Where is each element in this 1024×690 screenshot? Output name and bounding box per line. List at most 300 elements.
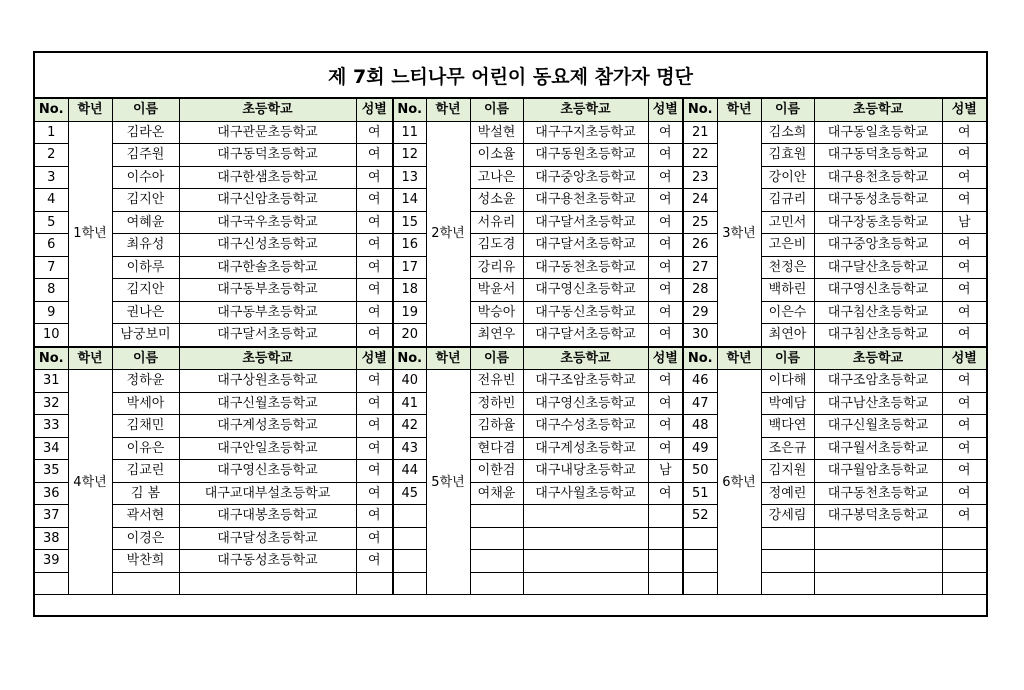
grade-label: 3학년 [717,121,761,347]
table-row [35,121,986,144]
row-number: 18 [393,279,426,302]
participant-table [35,99,986,595]
participant-gender: 여 [942,392,986,415]
column-header-no: No. [683,99,717,121]
school-name: 대구달서초등학교 [523,211,648,234]
school-name: 대구영신초등학교 [179,460,356,483]
participant-name: 백하린 [761,279,814,302]
participant-name: 정예린 [761,482,814,505]
participant-gender: 여 [942,505,986,528]
row-number: 44 [393,460,426,483]
school-name: 대구신성초등학교 [179,234,356,257]
school-name [814,572,942,595]
row-number: 52 [683,505,717,528]
participant-name: 이소율 [470,144,523,167]
participant-gender: 여 [356,437,393,460]
school-name: 대구달서초등학교 [523,234,648,257]
row-number: 3 [35,166,68,189]
participant-gender: 여 [356,144,393,167]
row-number: 31 [35,370,68,393]
participant-gender: 여 [648,166,683,189]
row-number: 39 [35,550,68,573]
table-row [35,460,986,483]
table-row [35,392,986,415]
participant-gender: 여 [942,415,986,438]
participant-name: 강리유 [470,256,523,279]
school-name: 대구관문초등학교 [179,121,356,144]
row-number [683,572,717,595]
participant-gender: 여 [942,166,986,189]
participant-gender: 여 [356,550,393,573]
participant-name: 이한검 [470,460,523,483]
participant-name: 고민서 [761,211,814,234]
participant-gender: 여 [942,324,986,347]
school-name: 대구국우초등학교 [179,211,356,234]
participant-name: 강이안 [761,166,814,189]
column-header-gender: 성별 [356,99,393,121]
table-row [35,256,986,279]
participant-gender: 여 [356,415,393,438]
row-number: 28 [683,279,717,302]
participant-name: 김도경 [470,234,523,257]
participant-name: 고은비 [761,234,814,257]
table-row [35,234,986,257]
participant-name: 백다연 [761,415,814,438]
column-header-grade: 학년 [717,99,761,121]
row-number: 6 [35,234,68,257]
school-name: 대구내당초등학교 [523,460,648,483]
grade-label: 5학년 [426,370,470,595]
row-number: 21 [683,121,717,144]
participant-gender [648,550,683,573]
school-name: 대구달서초등학교 [523,324,648,347]
participant-gender: 여 [648,324,683,347]
participant-name: 천정은 [761,256,814,279]
participant-name: 남궁보미 [112,324,179,347]
participant-name [470,527,523,550]
participant-gender: 여 [356,392,393,415]
row-number: 51 [683,482,717,505]
participant-name: 권나은 [112,301,179,324]
school-name [523,527,648,550]
row-number: 17 [393,256,426,279]
participant-name [470,505,523,528]
participant-gender: 여 [648,189,683,212]
participant-gender: 여 [356,166,393,189]
participant-gender: 여 [356,279,393,302]
participant-gender: 여 [648,415,683,438]
school-name: 대구동성초등학교 [179,550,356,573]
row-number [393,572,426,595]
row-number: 37 [35,505,68,528]
participant-gender: 여 [356,256,393,279]
participant-gender: 여 [648,482,683,505]
participant-name: 이하루 [112,256,179,279]
participant-gender [942,527,986,550]
school-name: 대구용천초등학교 [523,189,648,212]
row-number: 27 [683,256,717,279]
school-name: 대구동원초등학교 [523,144,648,167]
participant-gender: 여 [648,370,683,393]
row-number: 43 [393,437,426,460]
table-row [35,370,986,393]
row-number [393,550,426,573]
school-name: 대구계성초등학교 [523,437,648,460]
participant-name [761,550,814,573]
participant-name: 조은규 [761,437,814,460]
column-header-grade: 학년 [426,347,470,370]
participant-name: 이경은 [112,527,179,550]
participant-name: 성소윤 [470,189,523,212]
column-header-no: No. [35,347,68,370]
school-name: 대구조암초등학교 [523,370,648,393]
school-name: 대구동덕초등학교 [179,144,356,167]
row-number: 34 [35,437,68,460]
participant-name: 박예담 [761,392,814,415]
school-name: 대구구지초등학교 [523,121,648,144]
participant-gender: 여 [648,392,683,415]
participant-gender: 남 [648,460,683,483]
column-header-school: 초등학교 [814,99,942,121]
school-name [814,527,942,550]
participant-gender: 여 [648,301,683,324]
school-name: 대구안일초등학교 [179,437,356,460]
school-name: 대구달성초등학교 [179,527,356,550]
participant-gender: 여 [356,234,393,257]
row-number: 12 [393,144,426,167]
column-header-grade: 학년 [68,347,112,370]
column-header-name: 이름 [470,99,523,121]
row-number: 11 [393,121,426,144]
row-number: 15 [393,211,426,234]
participant-gender: 여 [942,256,986,279]
participant-gender: 여 [648,211,683,234]
participant-name: 박설현 [470,121,523,144]
table-row [35,505,986,528]
school-name: 대구신암초등학교 [179,189,356,212]
column-header-school: 초등학교 [179,347,356,370]
participant-name: 곽서현 [112,505,179,528]
column-header-school: 초등학교 [523,99,648,121]
participant-name: 김규리 [761,189,814,212]
column-header-gender: 성별 [356,347,393,370]
participant-gender: 여 [942,279,986,302]
participant-gender: 여 [356,324,393,347]
participant-gender [942,572,986,595]
participant-name: 박윤서 [470,279,523,302]
table-row [35,166,986,189]
participant-gender: 여 [942,121,986,144]
row-number [683,527,717,550]
row-number: 36 [35,482,68,505]
row-number: 9 [35,301,68,324]
school-name: 대구달산초등학교 [814,256,942,279]
row-number: 46 [683,370,717,393]
row-number: 33 [35,415,68,438]
school-name: 대구계성초등학교 [179,415,356,438]
participant-gender: 여 [648,256,683,279]
table-row [35,415,986,438]
row-number: 16 [393,234,426,257]
row-number: 5 [35,211,68,234]
column-header-gender: 성별 [942,99,986,121]
school-name: 대구동천초등학교 [814,482,942,505]
school-name: 대구교대부설초등학교 [179,482,356,505]
row-number: 50 [683,460,717,483]
column-header-no: No. [35,99,68,121]
row-number: 23 [683,166,717,189]
participant-name [761,527,814,550]
table-row [35,550,986,573]
participant-name: 이유은 [112,437,179,460]
row-number: 40 [393,370,426,393]
participant-name: 김채민 [112,415,179,438]
participant-gender: 여 [942,437,986,460]
school-name: 대구조암초등학교 [814,370,942,393]
participant-name [112,572,179,595]
school-name: 대구신월초등학교 [814,415,942,438]
column-header-school: 초등학교 [814,347,942,370]
school-name: 대구중앙초등학교 [814,234,942,257]
school-name: 대구한샘초등학교 [179,166,356,189]
column-header-grade: 학년 [717,347,761,370]
school-name: 대구동신초등학교 [523,301,648,324]
table-row [35,482,986,505]
participant-name: 김지안 [112,279,179,302]
table-row [35,324,986,347]
table-row [35,189,986,212]
column-header-no: No. [393,99,426,121]
table-row [35,144,986,167]
participant-gender: 여 [356,460,393,483]
school-name: 대구장동초등학교 [814,211,942,234]
column-header-school: 초등학교 [179,99,356,121]
participant-gender: 여 [942,144,986,167]
participant-gender: 여 [356,527,393,550]
row-number: 22 [683,144,717,167]
participant-gender: 여 [356,482,393,505]
participant-gender: 여 [356,189,393,212]
participant-name: 박승아 [470,301,523,324]
school-name: 대구달서초등학교 [179,324,356,347]
participant-name: 김지안 [112,189,179,212]
school-name [523,505,648,528]
row-number: 10 [35,324,68,347]
participant-gender: 여 [356,121,393,144]
participant-name: 김교린 [112,460,179,483]
participant-gender: 여 [942,234,986,257]
participant-gender: 여 [942,189,986,212]
participant-gender: 여 [648,279,683,302]
school-name [523,550,648,573]
row-number: 49 [683,437,717,460]
table-row [35,527,986,550]
participant-name: 김주원 [112,144,179,167]
school-name [179,572,356,595]
school-name: 대구영신초등학교 [523,392,648,415]
row-number: 2 [35,144,68,167]
participant-name [470,550,523,573]
grade-label: 2학년 [426,121,470,347]
school-name: 대구동천초등학교 [523,256,648,279]
school-name: 대구동일초등학교 [814,121,942,144]
school-name: 대구동덕초등학교 [814,144,942,167]
participant-gender: 여 [942,370,986,393]
row-number: 7 [35,256,68,279]
participant-gender: 여 [648,121,683,144]
participant-gender: 여 [942,482,986,505]
school-name [523,572,648,595]
participant-name: 최연아 [761,324,814,347]
row-number: 25 [683,211,717,234]
row-number: 14 [393,189,426,212]
participant-gender: 여 [942,460,986,483]
row-number [35,572,68,595]
participant-name: 고나은 [470,166,523,189]
participant-name: 강세림 [761,505,814,528]
participant-name: 이수아 [112,166,179,189]
participant-name: 최유성 [112,234,179,257]
table-row [35,279,986,302]
participant-name: 박세아 [112,392,179,415]
participant-name: 김하율 [470,415,523,438]
table-row [35,301,986,324]
row-number: 4 [35,189,68,212]
school-name: 대구동성초등학교 [814,189,942,212]
participant-name: 여혜윤 [112,211,179,234]
school-name: 대구동부초등학교 [179,301,356,324]
school-name: 대구용천초등학교 [814,166,942,189]
participant-name: 김지원 [761,460,814,483]
table-row [35,572,986,595]
school-name: 대구한솔초등학교 [179,256,356,279]
column-header-school: 초등학교 [523,347,648,370]
school-name: 대구영신초등학교 [814,279,942,302]
participant-gender: 여 [648,234,683,257]
column-header-no: No. [393,347,426,370]
row-number: 8 [35,279,68,302]
column-header-name: 이름 [112,99,179,121]
school-name [814,550,942,573]
participant-gender: 여 [648,437,683,460]
row-number: 35 [35,460,68,483]
school-name: 대구신월초등학교 [179,392,356,415]
participant-gender: 여 [356,505,393,528]
school-name: 대구남산초등학교 [814,392,942,415]
row-number: 48 [683,415,717,438]
participant-name: 김효원 [761,144,814,167]
participant-name [470,572,523,595]
row-number: 47 [683,392,717,415]
school-name: 대구침산초등학교 [814,301,942,324]
row-number: 30 [683,324,717,347]
row-number [393,527,426,550]
column-header-name: 이름 [470,347,523,370]
participant-name: 최연우 [470,324,523,347]
document-title: 제 7회 느티나무 어린이 동요제 참가자 명단 [35,53,986,99]
roster-body [35,99,986,595]
row-number: 1 [35,121,68,144]
school-name: 대구월암초등학교 [814,460,942,483]
row-number: 45 [393,482,426,505]
school-name: 대구중앙초등학교 [523,166,648,189]
participant-name: 서유리 [470,211,523,234]
participant-gender: 남 [942,211,986,234]
participant-name: 김라온 [112,121,179,144]
school-name: 대구영신초등학교 [523,279,648,302]
row-number: 32 [35,392,68,415]
column-header-grade: 학년 [68,99,112,121]
participant-gender [648,527,683,550]
table-row [35,437,986,460]
row-number [683,550,717,573]
school-name: 대구동부초등학교 [179,279,356,302]
participant-gender: 여 [356,301,393,324]
column-header-gender: 성별 [942,347,986,370]
row-number: 38 [35,527,68,550]
grade-label: 6학년 [717,370,761,595]
roster-document [33,51,988,617]
participant-gender [942,550,986,573]
column-header-name: 이름 [761,347,814,370]
participant-gender [356,572,393,595]
participant-name: 박찬희 [112,550,179,573]
row-number: 42 [393,415,426,438]
column-header-name: 이름 [112,347,179,370]
column-header-grade: 학년 [426,99,470,121]
row-number: 26 [683,234,717,257]
row-number: 41 [393,392,426,415]
school-name: 대구침산초등학교 [814,324,942,347]
school-name: 대구봉덕초등학교 [814,505,942,528]
grade-label: 4학년 [68,370,112,595]
row-number [393,505,426,528]
row-number: 20 [393,324,426,347]
participant-name: 현다겸 [470,437,523,460]
participant-name: 김 봄 [112,482,179,505]
participant-name [761,572,814,595]
participant-gender: 여 [648,144,683,167]
header-row [35,347,986,370]
table-row [35,211,986,234]
row-number: 13 [393,166,426,189]
participant-name: 이은수 [761,301,814,324]
column-header-gender: 성별 [648,99,683,121]
participant-gender: 여 [356,370,393,393]
row-number: 19 [393,301,426,324]
school-name: 대구사월초등학교 [523,482,648,505]
row-number: 24 [683,189,717,212]
participant-gender [648,572,683,595]
participant-name: 정하윤 [112,370,179,393]
school-name: 대구대봉초등학교 [179,505,356,528]
row-number: 29 [683,301,717,324]
participant-gender: 여 [356,211,393,234]
school-name: 대구상원초등학교 [179,370,356,393]
participant-name: 여채윤 [470,482,523,505]
column-header-no: No. [683,347,717,370]
participant-name: 이다해 [761,370,814,393]
column-header-name: 이름 [761,99,814,121]
school-name: 대구수성초등학교 [523,415,648,438]
header-row [35,99,986,121]
column-header-gender: 성별 [648,347,683,370]
grade-label: 1학년 [68,121,112,347]
participant-name: 김소희 [761,121,814,144]
participant-gender: 여 [942,301,986,324]
school-name: 대구월서초등학교 [814,437,942,460]
participant-gender [648,505,683,528]
